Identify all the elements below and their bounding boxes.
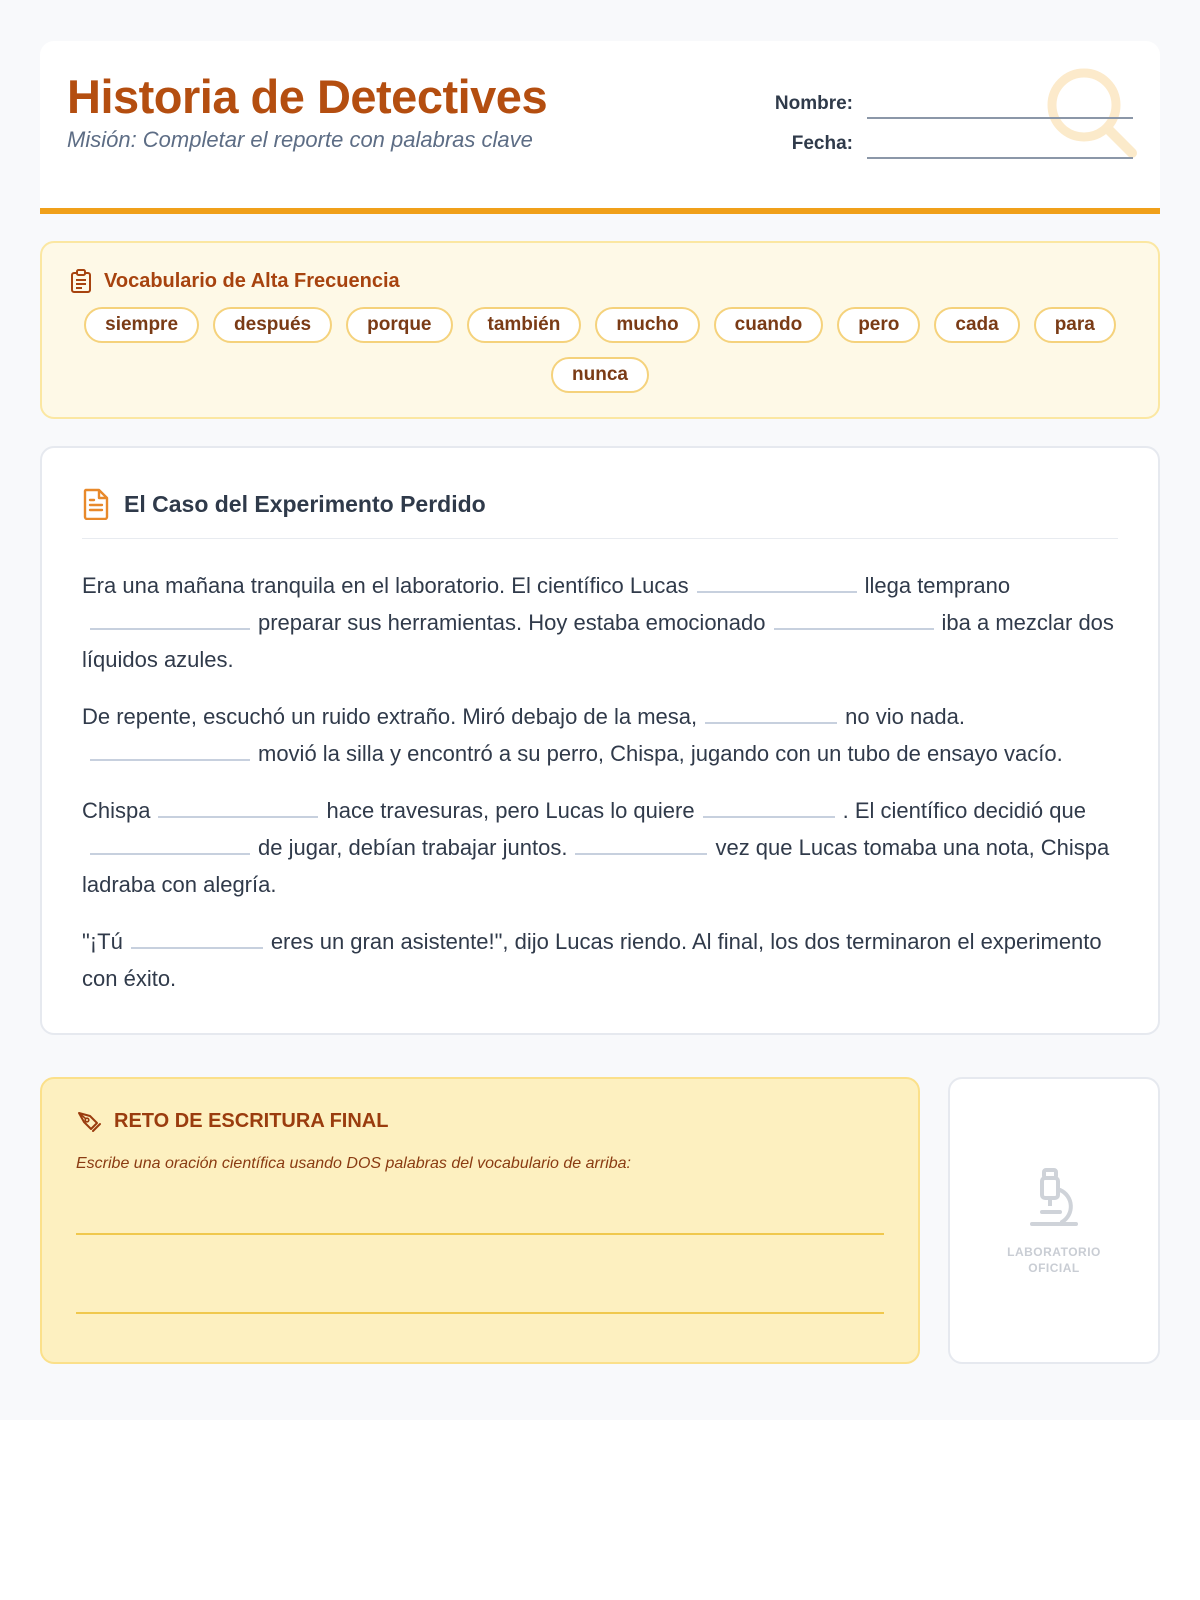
student-info [767, 79, 1133, 159]
story-text-segment: de jugar, debían trabajar juntos. [258, 835, 568, 860]
story-text-segment: "¡Tú [82, 929, 123, 954]
worksheet-header [40, 41, 1160, 214]
word-chip[interactable]: pero [837, 307, 920, 343]
document-icon [82, 488, 110, 520]
name-field[interactable] [867, 89, 1133, 119]
date-row [767, 119, 1133, 159]
vocabulary-box [40, 241, 1160, 419]
story-text-segment: no vio nada. [845, 704, 966, 729]
blank-input[interactable] [703, 800, 835, 818]
story-text-segment: . El científico decidió que [842, 798, 1086, 823]
story-text-segment: preparar sus herramientas. Hoy estaba emocionado [258, 610, 766, 635]
blank-input[interactable] [697, 575, 857, 593]
pencil-icon [76, 1109, 102, 1133]
story-paragraph [82, 923, 1118, 997]
word-bank [70, 307, 1130, 393]
story-text-segment: movió la silla y encontró a su perro, Chispa, jugando con un tubo de ensayo vacío. [258, 741, 1063, 766]
writing-line[interactable] [76, 1233, 884, 1235]
page-subtitle: Misión: Completar el reporte con palabras clave [67, 127, 533, 152]
bottom-row [40, 1077, 1160, 1364]
clipboard-icon [70, 269, 92, 293]
blank-input[interactable] [90, 612, 250, 630]
writing-line[interactable] [76, 1312, 884, 1314]
challenge-heading [76, 1109, 884, 1133]
name-label: Nombre: [774, 93, 853, 114]
word-chip[interactable]: después [213, 307, 332, 343]
word-chip[interactable]: cada [934, 307, 1019, 343]
lab-stamp [948, 1077, 1160, 1364]
word-chip[interactable]: para [1034, 307, 1116, 343]
story-text-segment: llega temprano [864, 573, 1011, 598]
blank-input[interactable] [774, 612, 934, 630]
story-text-segment: De repente, escuchó un ruido extraño. Miró debajo de la mesa, [82, 704, 698, 729]
blank-input[interactable] [90, 837, 250, 855]
word-chip[interactable]: nunca [551, 357, 649, 393]
story-text-segment: Chispa [82, 798, 151, 823]
story-text [82, 567, 1118, 997]
page-title: Historia de Detectives [67, 70, 548, 123]
challenge-title: RETO DE ESCRITURA FINAL [114, 1109, 389, 1132]
name-row [767, 79, 1133, 119]
blank-input[interactable] [158, 800, 318, 818]
vocabulary-heading [70, 269, 1130, 293]
word-chip[interactable]: también [467, 307, 582, 343]
word-chip[interactable]: cuando [714, 307, 824, 343]
blank-input[interactable] [131, 931, 263, 949]
story-heading [82, 488, 1118, 539]
blank-input[interactable] [90, 743, 250, 761]
microscope-icon [1024, 1166, 1084, 1232]
story-text-segment: iba a mezclar dos líquidos azules. [82, 610, 1114, 672]
date-field[interactable] [867, 129, 1133, 159]
story-card [40, 446, 1160, 1035]
word-chip[interactable]: porque [346, 307, 452, 343]
word-chip[interactable]: siempre [84, 307, 199, 343]
blank-input[interactable] [705, 706, 837, 724]
story-paragraph [82, 567, 1118, 678]
stamp-label [1007, 1244, 1101, 1276]
stamp-line: OFICIAL [1028, 1260, 1080, 1275]
story-title: El Caso del Experimento Perdido [124, 490, 486, 517]
story-text-segment: vez que Lucas tomaba una nota, Chispa ladraba con alegría. [82, 835, 1110, 897]
word-chip[interactable]: mucho [595, 307, 699, 343]
story-text-segment: hace travesuras, pero Lucas lo quiere [326, 798, 695, 823]
story-text-segment: eres un gran asistente!", dijo Lucas riendo. Al final, los dos terminaron el experimento con éxito. [82, 929, 1102, 991]
story-paragraph [82, 792, 1118, 903]
story-text-segment: Era una mañana tranquila en el laboratorio. El científico Lucas [82, 573, 689, 598]
stamp-line: LABORATORIO [1007, 1244, 1101, 1259]
date-label: Fecha: [791, 133, 853, 154]
writing-challenge [40, 1077, 920, 1364]
challenge-instruction: Escribe una oración científica usando DOS palabras del vocabulario de arriba: [76, 1155, 631, 1172]
story-paragraph [82, 698, 1118, 772]
vocabulary-title: Vocabulario de Alta Frecuencia [104, 269, 400, 292]
blank-input[interactable] [575, 837, 707, 855]
